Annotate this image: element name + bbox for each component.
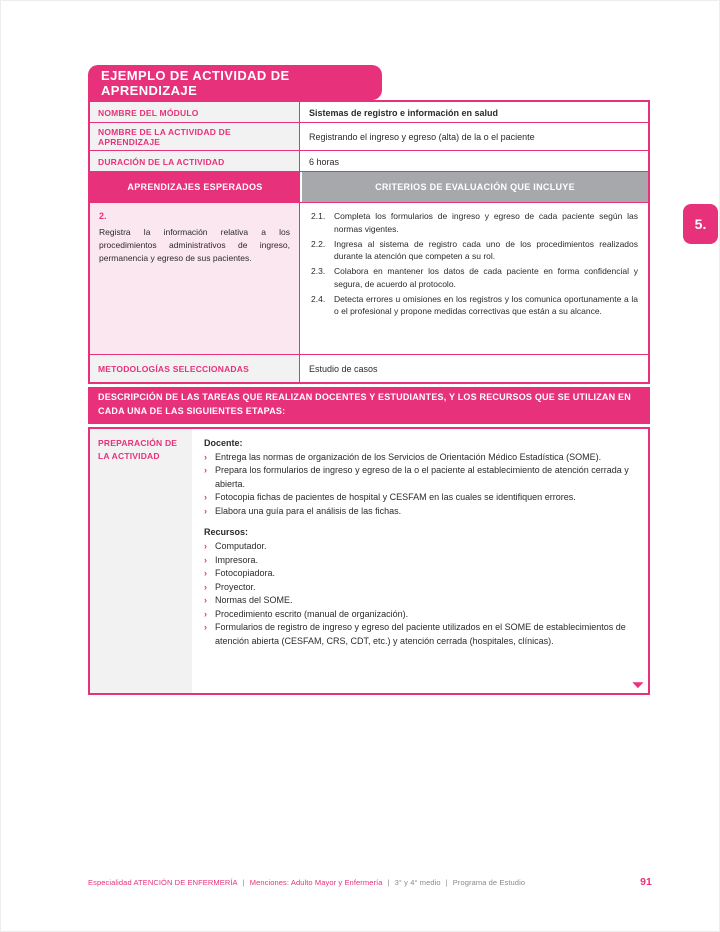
bullet-marker: › — [204, 595, 207, 606]
criterion-item — [311, 238, 638, 264]
methodology-value: Estudio de casos — [309, 364, 378, 374]
bullet-marker: › — [204, 581, 207, 592]
list-item — [204, 491, 636, 505]
learning-content-row — [90, 203, 648, 355]
tasks-cell — [192, 429, 648, 693]
module-name-value: Sistemas de registro e información en salud — [309, 107, 499, 118]
criterion-text: Detecta errores u omisiones en los registros y los comunica oportunamente a la o el profesional y propone medidas correctivas que están a su alcance. — [334, 293, 638, 317]
activity-name-label: NOMBRE DE LA ACTIVIDAD DE APRENDIZAJE — [90, 123, 300, 150]
duration-label: DURACIÓN DE LA ACTIVIDAD — [90, 151, 300, 171]
bullet-marker: › — [204, 451, 207, 462]
bullet-marker: › — [204, 622, 207, 633]
bullet-marker: › — [204, 568, 207, 579]
list-item — [204, 540, 636, 554]
activity-name-value: Registrando el ingreso y egreso (alta) de la o el paciente — [309, 132, 535, 142]
list-item-text: Impresora. — [215, 554, 259, 565]
list-item-text: Prepara los formularios de ingreso y egreso de la o el paciente al establecimiento de atención cerrada y abierta. — [215, 465, 629, 489]
continuation-arrow-icon: ▼ — [628, 679, 648, 691]
list-item-text: Normas del SOME. — [215, 595, 293, 606]
page-title: EJEMPLO DE ACTIVIDAD DE APRENDIZAJE — [88, 65, 382, 100]
list-item-text: Entrega las normas de organización de los Servicios de Orientación Médico Estadística (SOME). — [215, 451, 602, 462]
chapter-tab: 5. — [683, 204, 718, 244]
page-footer — [88, 876, 652, 888]
list-item — [204, 554, 636, 568]
footer-separator: | — [445, 878, 448, 887]
list-item — [204, 451, 636, 465]
methodology-label: METODOLOGÍAS SELECCIONADAS — [90, 355, 300, 382]
main-content — [88, 65, 650, 695]
description-banner: DESCRIPCIÓN DE LAS TAREAS QUE REALIZAN DOCENTES Y ESTUDIANTES, Y LOS RECURSOS QUE SE UTILIZAN EN CADA UNA DE LAS SIGUIENTES ETAPAS: — [88, 387, 650, 424]
footer-specialty: Especialidad ATENCIÓN DE ENFERMERÍA — [88, 878, 238, 887]
footer-mentions: Menciones: Adulto Mayor y Enfermería — [249, 878, 383, 887]
table-row — [90, 102, 648, 123]
list-item — [204, 505, 636, 519]
criterion-number: 2.3. — [311, 266, 326, 276]
activity-info-table — [88, 100, 650, 384]
list-item-text: Fotocopia fichas de pacientes de hospital y CESFAM en las cuales se identifiquen errores. — [215, 492, 576, 503]
criterion-number: 2.4. — [311, 293, 326, 304]
footer-separator: | — [387, 878, 390, 887]
bullet-marker: › — [204, 541, 207, 552]
list-item — [204, 567, 636, 581]
footer-program: Programa de Estudio — [452, 878, 526, 887]
list-item-text: Proyector. — [215, 581, 256, 592]
bullet-marker: › — [204, 505, 207, 516]
footer-grade: 3° y 4° medio — [394, 878, 441, 887]
objective-number: 2. — [99, 211, 107, 221]
bullet-marker: › — [204, 492, 207, 503]
criterion-text: Colabora en mantener los datos de cada paciente en forma confidencial y segura, de acuerdo al protocolo. — [334, 266, 638, 289]
list-item — [204, 621, 636, 648]
list-item-text: Procedimiento escrito (manual de organización). — [215, 608, 409, 619]
stage-label: PREPARACIÓN DE LA ACTIVIDAD — [90, 429, 192, 693]
expected-learning-cell — [90, 203, 300, 354]
criterion-number: 2.2. — [311, 238, 326, 249]
criterion-text: Ingresa al sistema de registro cada uno de los procedimientos realizados durante la atención que competen a su rol. — [334, 238, 638, 262]
criterion-text: Completa los formularios de ingreso y egreso de cada paciente según las normas vigentes. — [334, 211, 638, 234]
objective-text: Registra la información relativa a los procedimientos administrativos de ingreso, permanencia y egreso de sus pacientes. — [99, 226, 290, 264]
list-item-text: Fotocopiadora. — [215, 568, 276, 579]
list-item-text: Elabora una guía para el análisis de las fichas. — [215, 505, 402, 516]
list-item — [204, 594, 636, 608]
bullet-marker: › — [204, 554, 207, 565]
criterion-item — [311, 265, 638, 291]
evaluation-criteria-header: CRITERIOS DE EVALUACIÓN QUE INCLUYE — [300, 172, 648, 202]
list-item-text: Computador. — [215, 541, 267, 552]
expected-learning-header: APRENDIZAJES ESPERADOS — [90, 172, 300, 202]
module-name-label: NOMBRE DEL MÓDULO — [90, 102, 300, 122]
list-item — [204, 464, 636, 491]
page-number: 91 — [640, 876, 652, 888]
criterion-number: 2.1. — [311, 211, 326, 221]
docente-heading: Docente: — [204, 437, 243, 448]
table-row — [90, 123, 648, 151]
criteria-cell — [300, 203, 648, 354]
criterion-item — [311, 293, 638, 319]
criterion-item — [311, 210, 638, 236]
list-item — [204, 608, 636, 622]
preparation-table — [88, 427, 650, 695]
table-header-row — [90, 172, 648, 203]
bullet-marker: › — [204, 608, 207, 619]
recursos-heading: Recursos: — [204, 527, 249, 538]
duration-value: 6 horas — [309, 156, 340, 167]
table-row — [90, 151, 648, 172]
list-item-text: Formularios de registro de ingreso y egreso del paciente utilizados en el SOME de establecimientos de atención abierta (CESFAM, CRS, CDT, etc.) y atención cerrada (hospitales, clínicas). — [215, 622, 626, 646]
methodology-row — [90, 355, 648, 382]
bullet-marker: › — [204, 465, 207, 476]
footer-separator: | — [242, 878, 245, 887]
list-item — [204, 581, 636, 595]
